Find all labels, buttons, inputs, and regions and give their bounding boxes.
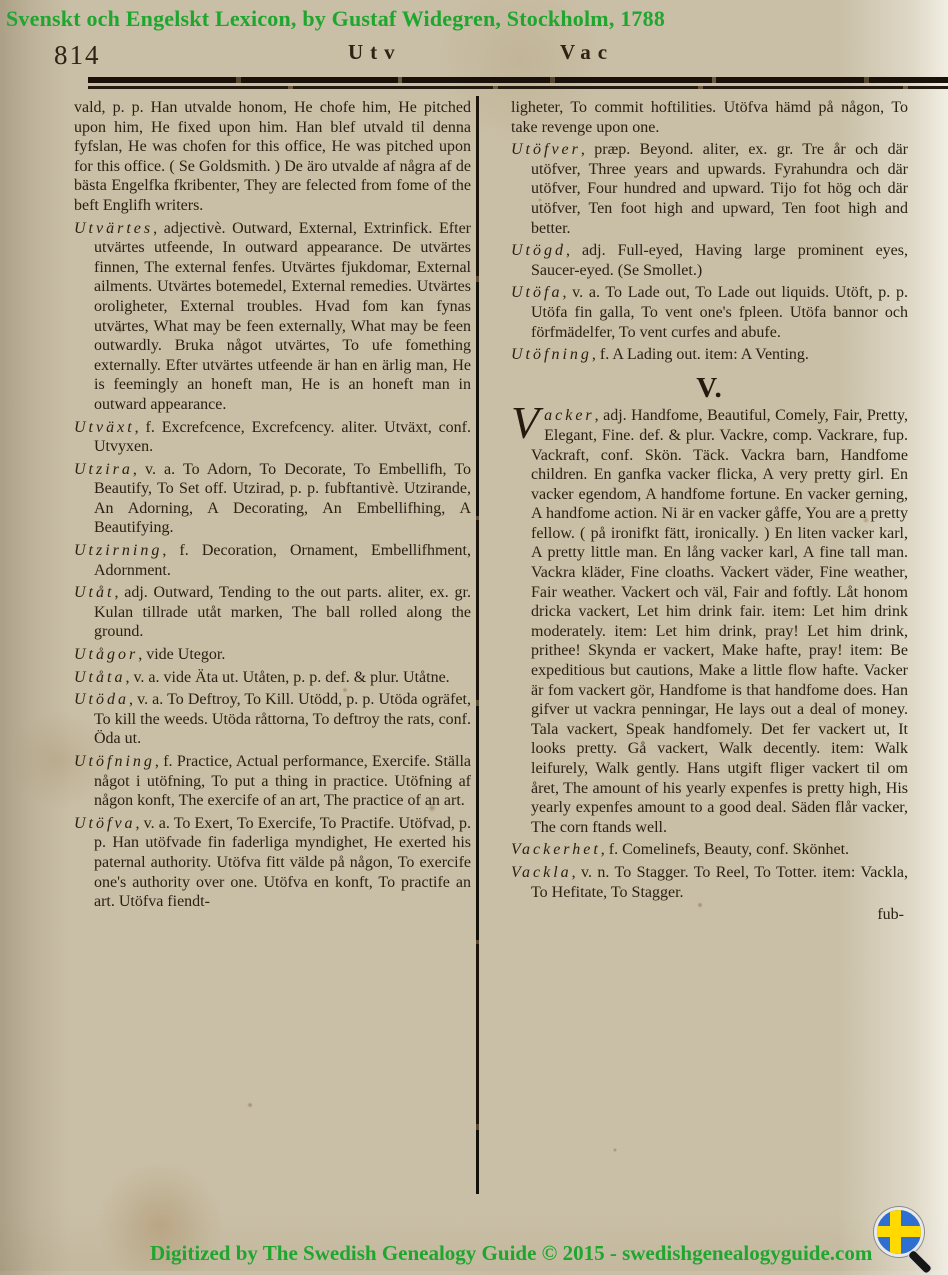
headword: Vackla xyxy=(511,863,572,881)
headword: Utågor xyxy=(74,646,139,664)
dictionary-entry-utvaxt xyxy=(74,418,471,457)
dictionary-entry-vackla xyxy=(511,863,908,902)
entry-text: , v. n. To Stagger. To Reel, To Totter. item: Vackla, To Hefitate, To Stagger. xyxy=(531,863,908,901)
running-head-left: Utv xyxy=(348,40,402,64)
catchword: fub- xyxy=(877,906,904,924)
rule-thin-bar xyxy=(88,86,948,89)
headword: Utöfning xyxy=(511,346,592,364)
entry-text: , f. Comelinefs, Beauty, conf. Skönhet. xyxy=(600,841,850,859)
headword: Utvärtes xyxy=(74,219,154,237)
continued-entry-utvald xyxy=(74,98,471,216)
headword: Utzira xyxy=(74,460,133,478)
entry-text: ligheter, To commit hoftilities. Utöfva hämd på någon, To take revenge upon one. xyxy=(511,99,908,136)
headword: Utöfning xyxy=(74,753,155,770)
dictionary-entry-utat xyxy=(74,583,471,642)
magnifier-lens-swedish-flag xyxy=(874,1207,924,1257)
entry-text: , adj. Handfome, Beautiful, Comely, Fair, Pretty, Elegant, Fine. def. & plur. Vackre, comp. Vackrare, fup. Vackraft, conf. Skön. Täck. Vackra barn, Handfome children. En ganfka vacker flicka, A very pretty girl. En vacker egendom, A handfome fortune. En vacker gerning, A handfome action. Ni är en vacker gåffe, You are a pretty fellow. ( på ironifkt fätt, ironically. ) En liten vacker karl, A pretty little man. En lång vacker karl, A fine tall man. Vackra kläder, Fine cloaths. Vackert väder, Fine weather, Fair weather. Vackert och väl, Fair and foftly. Låt honom dricka vackert, Let him drink fair. item: Let him drink moderately. item: Let him drink, pray! Let him drink, prithee! Skynda er vackert, Make hafte, pray! item: Be expeditious but cautions, Make a little flow hafte. Vacker är fom vackert gör, Handfome is that handfome does. Han gifver ut vackra penningar, He lays out a deal of money. Tala vackert, Speak handfomely. Det fer vackert ut, It looks pretty. Gå vackert, Walk decently. item: Walk leifurely, Walk gently. Hans utgift fliger vackert til om året, The amount of his yearly expenfes is pretty high, His yearly expenfes amount to a good deal. Säden flår vacker, The corn ftands well. xyxy=(531,407,908,836)
page-number: 814 xyxy=(54,40,101,70)
dictionary-entry-utzirning xyxy=(74,541,471,580)
dictionary-entry-utofning xyxy=(74,752,471,811)
drop-cap-initial: V xyxy=(511,397,540,449)
dictionary-entry-utofva xyxy=(74,814,471,912)
headword: acker xyxy=(544,407,595,425)
headword: Utöfva xyxy=(74,814,136,832)
entry-text: , f. A Lading out. item: A Venting. xyxy=(591,346,809,364)
dictionary-entry-utagor xyxy=(74,645,471,665)
headword: Utöfver xyxy=(511,141,581,159)
entry-text: , adjectivè. Outward, External, Extrinfick. Efter utvärtes utfeende, In outward appearance. De utvärtes finnen, The external fenfes. Utvärtes fjukdomar, External ailments. Utvärtes botemedel, External remedies. Utvärtes oroligheter, External troubles. Hvad fom kan fynas utvärtes, What may be feen externally, What may be feen outwardly. Bruka något utvärtes, To ufe fomething externally. Efter utvärtes utfeende är han en ärlig man, He is feemingly an honeft man, He is an honeft man in outward appearance. xyxy=(94,219,471,413)
magnifier-swedish-flag-icon xyxy=(870,1207,936,1265)
entry-text: , v. a. vide Äta ut. Utåten, p. p. def. & plur. Utåtne. xyxy=(125,668,450,686)
dictionary-entry-utoda xyxy=(74,690,471,749)
dictionary-entry-utogd xyxy=(511,241,908,280)
dictionary-entry-utata xyxy=(74,668,471,688)
header-double-rule xyxy=(88,77,948,89)
dictionary-entry-vackerhet xyxy=(511,840,908,860)
right-column xyxy=(511,98,908,928)
headword: Utöfa xyxy=(511,284,563,302)
entry-text: , v. a. To Lade out, To Lade out liquids. Utöft, p. p. Utöfa fin galla, To vent one's fpleen. Utöfa bannor och förfmädelfer, To vent curfes and abufe. xyxy=(531,284,908,341)
entry-text: , adj. Outward, Tending to the out parts. aliter, ex. gr. Kulan tillrade utåt marken, The ball rolled along the ground. xyxy=(94,584,471,641)
dictionary-entry-utvartes xyxy=(74,219,471,415)
dictionary-entry-utofver xyxy=(511,140,908,238)
entry-text: , v. a. To Deftroy, To Kill. Utödd, p. p. Utöda ogräfet, To kill the weeds. Utöda råttorna, To deftroy the rats, conf. Öda ut. xyxy=(94,691,471,748)
headword: Utzirning xyxy=(74,542,163,560)
headword: Utåta xyxy=(74,668,126,686)
entry-text: vald, p. p. Han utvalde honom, He chofe him, He pitched upon him, He fixed upon him. Han blef utvald til denna fyfslan, He was chofen for this office, He was pitched upon for this office. ( Se Goldsmith. ) De äro utvalde af några af de bästa Engelfka fkribenter, They are felected from fome of the beft Englifh writers. xyxy=(74,99,471,214)
left-column xyxy=(74,98,471,928)
section-heading-v: V. xyxy=(696,371,723,404)
entry-text: , præp. Beyond. aliter, ex. gr. Tre år och där utöfver, Three years and upwards. Fyrahundra och där utöfver, Four hundred and upward. Tijo fot hög och där utöfver, Ten foot high and upward, Ten foot high and better. xyxy=(531,141,908,237)
headword: Vackerhet xyxy=(511,841,601,859)
entry-text: , f. Decoration, Ornament, Embellifhment, Adornment. xyxy=(94,542,471,579)
dictionary-entry-utzira xyxy=(74,460,471,538)
scan-title-overlay: Svenskt och Engelskt Lexicon, by Gustaf Widegren, Stockholm, 1788 xyxy=(6,6,666,31)
entry-text: , f. Excrefcence, Excrefcency. aliter. Utväxt, conf. Utvyxen. xyxy=(94,418,471,456)
entry-text: , vide Utegor. xyxy=(138,646,226,664)
dictionary-entry-utofa xyxy=(511,283,908,342)
headword: Utöda xyxy=(74,691,129,709)
dictionary-entry-vacker xyxy=(511,397,908,837)
entry-text: , v. a. To Adorn, To Decorate, To Embellifh, To Beautify, To Set off. Utzirad, p. p. fubftantivè. Utzirande, An Adorning, A Decorating, An Embellifhing, A Beautifying. xyxy=(94,460,471,537)
flag-cross-vertical xyxy=(890,1210,901,1254)
headword: Utväxt xyxy=(74,418,135,436)
headword: Utögd xyxy=(511,242,566,260)
entry-text: , adj. Full-eyed, Having large prominent eyes, Saucer-eyed. (Se Smollet.) xyxy=(531,242,908,279)
continued-entry-fiendtligheter xyxy=(511,98,908,137)
digitization-credit: Digitized by The Swedish Genealogy Guide © 2015 - swedishgenealogyguide.com xyxy=(150,1241,873,1265)
headword: Utåt xyxy=(74,584,115,602)
entry-text: , f. Practice, Actual performance, Exercife. Ställa något i utöfning, To put a thing in practice. Utöfning af någon konft, The exercife of an art, The practice of an art. xyxy=(94,753,471,810)
text-columns xyxy=(74,98,908,928)
magnifier-handle xyxy=(906,1248,933,1275)
dictionary-entry-utofning-2 xyxy=(511,345,908,365)
entry-text: , v. a. To Exert, To Exercife, To Practife. Utöfvad, p. p. Han utöfvade fin faderliga myndighet, He exerted his paternal authority. Utöfva fitt välde på någon, To exercife one's authority over one. Utöfva en konft, To practife an art. Utöfva fiendt- xyxy=(94,814,471,911)
running-head-right: Vac xyxy=(560,40,615,64)
